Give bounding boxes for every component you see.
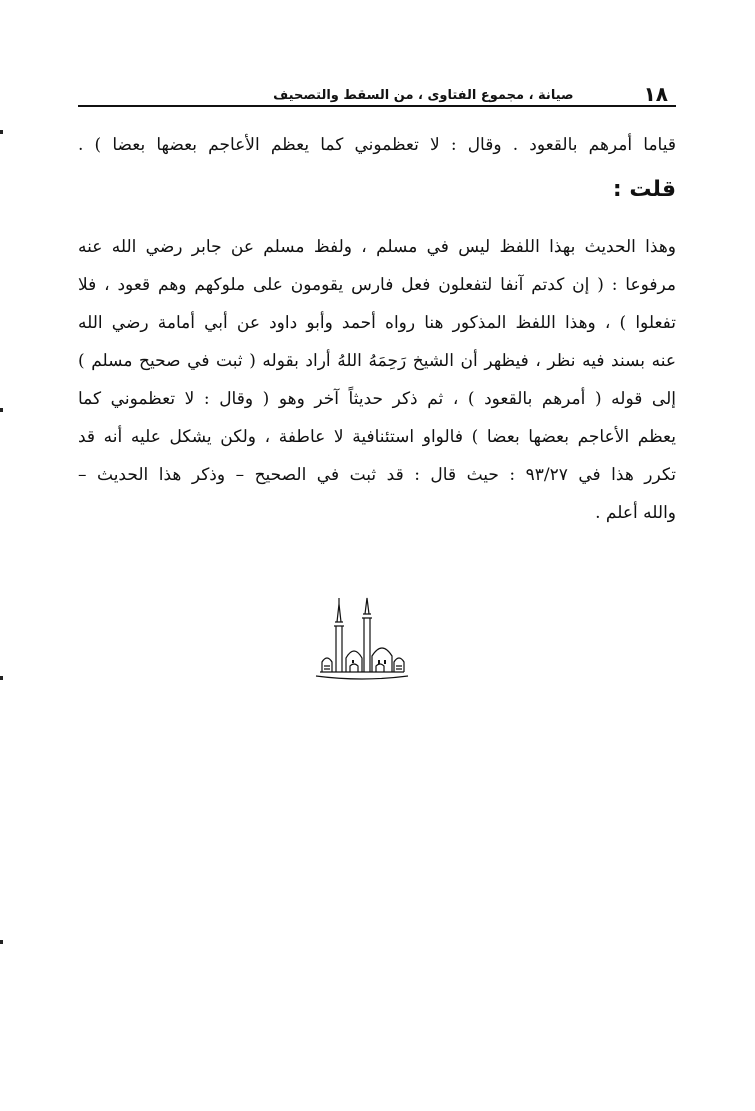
text-line: قياما أمرهم بالقعود . وقال : لا تعظموني كما يعظم الأعاجم بعضها بعضا ) . xyxy=(78,135,676,155)
running-title: صيانة ، مجموع الفتاوى ، من السقط والتصحيف xyxy=(273,88,574,103)
text-line: تكرر هذا في ٩٣/٢٧ : حيث قال : قد ثبت في الصحيح – وذكر هذا الحديث – xyxy=(78,465,676,485)
section-heading: قلت : xyxy=(612,177,676,202)
paragraph-gap xyxy=(78,212,676,228)
text-line: مرفوعا : ( إن كدتم آنفا لتفعلون فعل فارس يقومون على ملوكهم وهم قعود ، فلا xyxy=(78,275,676,295)
text-line: تفعلوا ) ، وهذا اللفظ المذكور هنا رواه أحمد وأبو داود عن أبي أمامة رضي الله xyxy=(78,313,676,333)
scan-mark xyxy=(0,130,3,134)
text-line: وهذا الحديث بهذا اللفظ ليس في مسلم ، ولفظ مسلم عن جابر رضي الله عنه xyxy=(78,237,676,257)
text-line: إلى قوله ( أمرهم بالقعود ) ، ثم ذكر حديثاً آخر وهو ( وقال : لا تعظموني كما xyxy=(78,389,676,409)
mosque-icon xyxy=(312,596,412,682)
scan-mark xyxy=(0,676,3,680)
body-text xyxy=(78,126,676,532)
scan-mark xyxy=(0,408,3,412)
text-line: عنه بسند فيه نظر ، فيظهر أن الشيخ رَحِمَهُ اللهُ أراد بقوله ( ثبت في صحيح مسلم ) xyxy=(78,351,676,371)
text-line: يعظم الأعاجم بعضها بعضا ) فالواو استئنافية لا عاطفة ، ولكن يشكل عليه أنه قد xyxy=(78,427,676,447)
scan-mark xyxy=(0,940,3,944)
text-line: والله أعلم . xyxy=(595,503,676,523)
header-divider xyxy=(78,105,676,107)
page-number: ١٨ xyxy=(643,82,668,106)
page-header xyxy=(78,82,676,104)
